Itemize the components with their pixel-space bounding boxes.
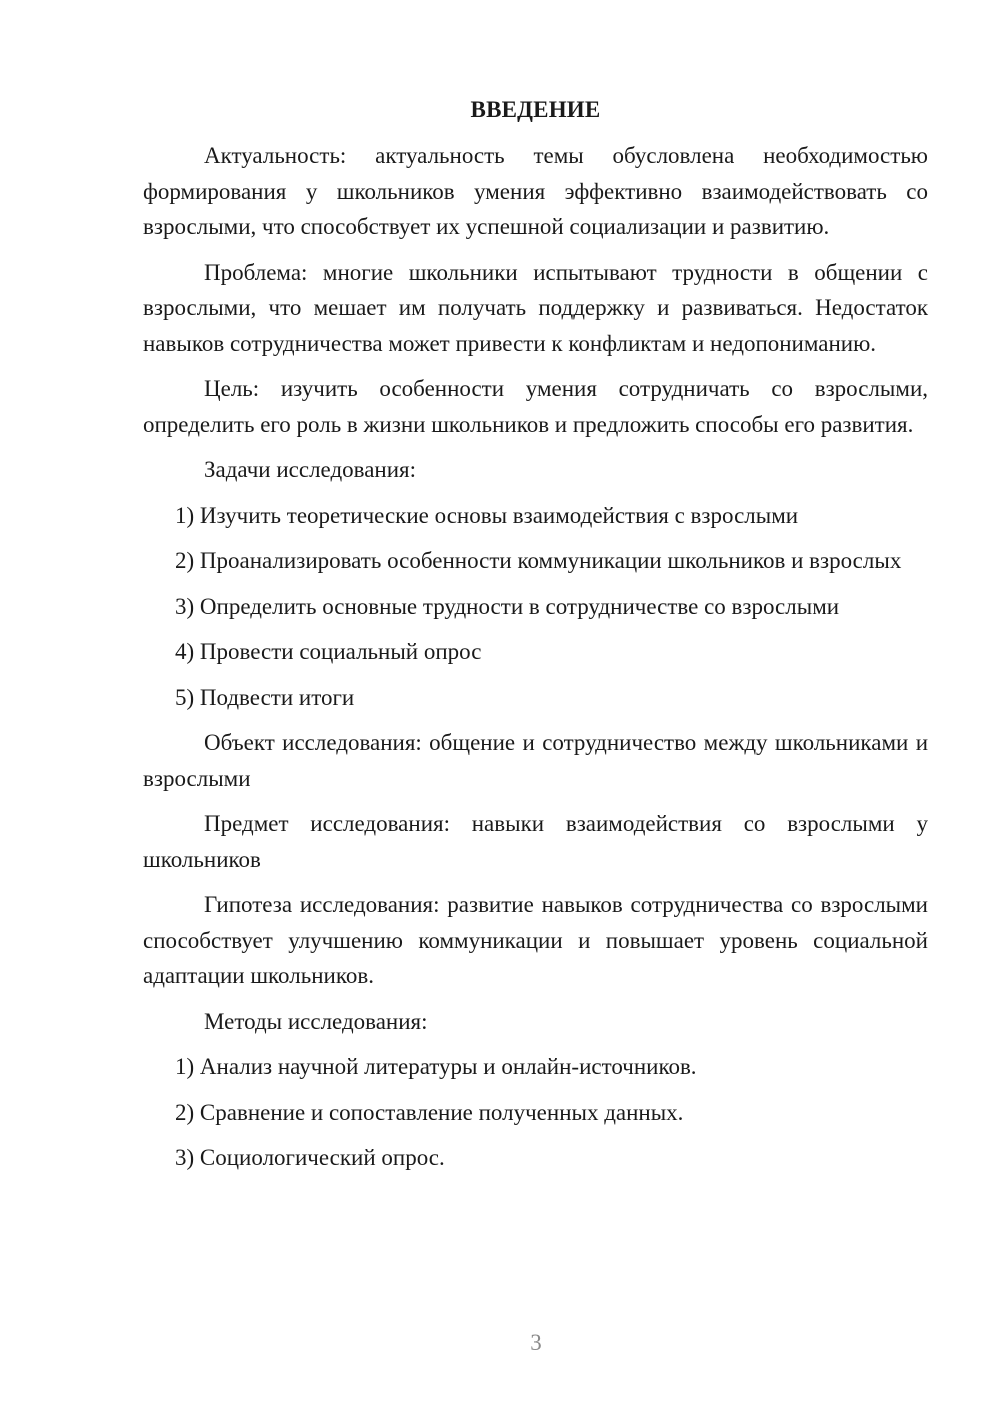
methods-heading: Методы исследования: — [204, 1008, 428, 1034]
task-item: 2) Проанализировать особенности коммуникации школьников и взрослых — [175, 548, 902, 573]
paragraph-goal: Цель: изучить особенности умения сотрудничать со взрослыми, определить его роль в жизни школьников и предложить способы его развития. — [143, 376, 928, 437]
task-item: 1) Изучить теоретические основы взаимодействия с взрослыми — [175, 502, 799, 528]
paragraph-subject: Предмет исследования: навыки взаимодействия со взрослыми у школьников — [143, 811, 928, 872]
task-item: 5) Подвести итоги — [175, 684, 355, 710]
paragraph-problem: Проблема: многие школьники испытывают трудности в общении с взрослыми, что мешает им получать поддержку и развиваться. Недостаток навыков сотрудничества может привести к конфликтам и недопониманию. — [143, 259, 928, 356]
paragraph-relevance: Актуальность: актуальность темы обусловлена необходимостью формирования у школьников умения эффективно взаимодействовать со взрослыми, что способствует их успешной социализации и развитию. — [143, 143, 928, 239]
method-item: 3) Социологический опрос. — [175, 1145, 445, 1170]
method-item: 1) Анализ научной литературы и онлайн-источников. — [175, 1054, 697, 1079]
tasks-heading: Задачи исследования: — [204, 457, 417, 482]
paragraph-hypothesis: Гипотеза исследования: развитие навыков сотрудничества со взрослыми способствует улучшению коммуникации и повышает уровень социальной адаптации школьников. — [143, 892, 928, 988]
paragraph-object: Объект исследования: общение и сотрудничество между школьниками и взрослыми — [143, 730, 928, 791]
section-heading: ВВЕДЕНИЕ — [470, 97, 601, 122]
task-item: 3) Определить основные трудности в сотрудничестве со взрослыми — [175, 593, 840, 619]
page-number: 3 — [530, 1330, 542, 1355]
task-item: 4) Провести социальный опрос — [175, 639, 482, 664]
document-page — [143, 92, 928, 1186]
method-item: 2) Сравнение и сопоставление полученных данных. — [175, 1099, 684, 1125]
